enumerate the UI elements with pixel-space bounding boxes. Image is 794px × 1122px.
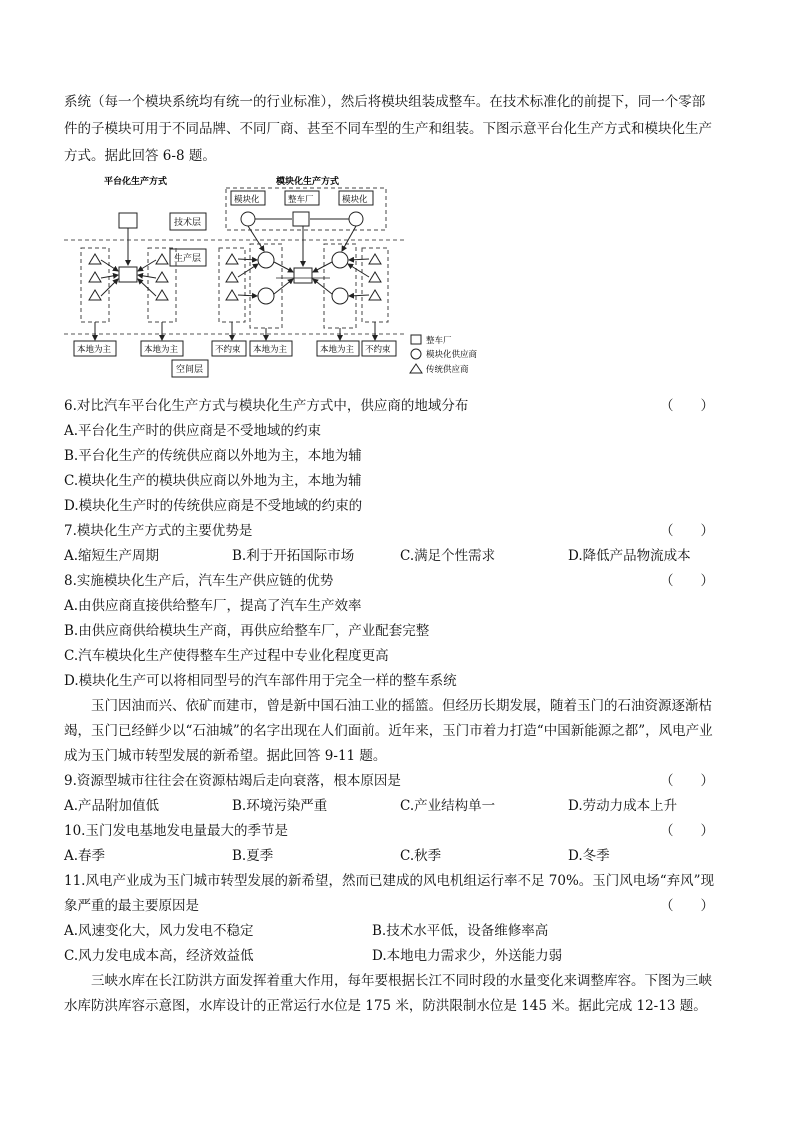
- q7-option-c[interactable]: C.满足个性需求: [400, 548, 496, 564]
- q9-option-c[interactable]: C.产业结构单一: [400, 798, 496, 814]
- intro-line-3: 方式。据此回答 6-8 题。: [64, 148, 216, 164]
- passage3-line-1: 三峡水库在长江防洪方面发挥着重大作用，每年要根据长江不同时段的水量变化来调整库容。下图为三峡: [91, 973, 712, 989]
- q11-option-b[interactable]: B.技术水平低，设备维修率高: [372, 923, 549, 939]
- q9-answer-paren[interactable]: （ ）: [660, 773, 714, 789]
- q6-answer-paren[interactable]: （ ）: [660, 398, 714, 414]
- q10-option-d[interactable]: D.冬季: [568, 848, 610, 864]
- q8-option-b[interactable]: B.由供应商供给模块生产商，再供应给整车厂，产业配套完整: [64, 623, 430, 639]
- q6-option-c[interactable]: C.模块化生产的模块供应商以外地为主，本地为辅: [64, 473, 362, 489]
- fig-modular-2: 模块化: [342, 195, 368, 205]
- q7-option-b[interactable]: B.利于开拓国际市场: [232, 548, 355, 564]
- q11-option-c[interactable]: C.风力发电成本高，经济效益低: [64, 948, 254, 964]
- fig-free-1: 不约束: [215, 345, 241, 355]
- legend-factory: 整车厂: [426, 336, 452, 346]
- q9-option-b[interactable]: B.环境污染严重: [232, 798, 328, 814]
- intro-line-1: 系统（每一个模块系统均有统一的行业标准），然后将模块组装成整车。在技术标准化的前提下，同一个零部: [64, 94, 706, 110]
- q7-stem: 7.模块化生产方式的主要优势是: [64, 523, 253, 539]
- q6-stem: 6.对比汽车平台化生产方式与模块化生产方式中，供应商的地域分布: [64, 398, 469, 414]
- q7-answer-paren[interactable]: （ ）: [660, 523, 714, 539]
- q6-option-a[interactable]: A.平台化生产时的供应商是不受地域的约束: [64, 423, 322, 439]
- q6-option-b[interactable]: B.平台化生产的传统供应商以外地为主，本地为辅: [64, 448, 362, 464]
- q8-stem: 8.实施模块化生产后，汽车生产供应链的优势: [64, 573, 334, 589]
- fig-space-layer: 空间层: [176, 365, 204, 375]
- fig-title-left: 平台化生产方式: [104, 177, 168, 187]
- q11-stem-line-1: 11.风电产业成为玉门城市转型发展的新希望，然而已建成的风电机组运行率不足 70%。玉门风电场“弃风”现: [64, 873, 715, 889]
- q8-option-c[interactable]: C.汽车模块化生产使得整车生产过程中专业化程度更高: [64, 648, 389, 664]
- fig-tech-layer: 技术层: [174, 218, 202, 228]
- passage3-line-2: 水库防洪库容示意图，水库设计的正常运行水位是 175 米，防洪限制水位是 145 米。据此完成 12-13 题。: [64, 998, 707, 1014]
- q10-option-c[interactable]: C.秋季: [400, 848, 442, 864]
- q9-option-a[interactable]: A.产品附加值低: [64, 798, 160, 814]
- fig-prod-layer: 生产层: [174, 254, 202, 264]
- passage2-line-1: 玉门因油而兴、依矿而建市，曾是新中国石油工业的摇篮。但经历长期发展，随着玉门的石油资源逐渐枯: [91, 698, 712, 714]
- q7-option-a[interactable]: A.缩短生产周期: [64, 548, 160, 564]
- passage2-line-2: 竭，玉门已经鲜少以“石油城”的名字出现在人们面前。近年来，玉门市着力打造“中国新能源之都”，风电产业: [64, 723, 713, 739]
- passage2-line-3: 成为玉门城市转型发展的新希望。据此回答 9-11 题。: [64, 748, 387, 764]
- q8-option-a[interactable]: A.由供应商直接供给整车厂，提高了汽车生产效率: [64, 598, 362, 614]
- fig-factory: 整车厂: [288, 195, 314, 205]
- fig-title-right: 模块化生产方式: [276, 177, 340, 187]
- q9-stem: 9.资源型城市往往会在资源枯竭后走向衰落，根本原因是: [64, 773, 401, 789]
- legend-traditional: 传统供应商: [426, 365, 469, 375]
- fig-free-2: 不约束: [365, 345, 391, 355]
- production-mode-diagram: [64, 168, 514, 380]
- fig-local-4: 本地为主: [320, 345, 355, 355]
- q10-option-b[interactable]: B.夏季: [232, 848, 274, 864]
- q10-option-a[interactable]: A.春季: [64, 848, 106, 864]
- legend-modular: 模块化供应商: [426, 350, 478, 360]
- fig-local-3: 本地为主: [253, 345, 288, 355]
- q9-option-d[interactable]: D.劳动力成本上升: [568, 798, 678, 814]
- q11-option-d[interactable]: D.本地电力需求少，外送能力弱: [372, 948, 563, 964]
- q11-option-a[interactable]: A.风速变化大，风力发电不稳定: [64, 923, 254, 939]
- q6-option-d[interactable]: D.模块化生产时的传统供应商是不受地域的约束的: [64, 498, 363, 514]
- fig-modular-1: 模块化: [234, 195, 260, 205]
- q11-answer-paren[interactable]: （ ）: [660, 898, 714, 914]
- fig-local-1: 本地为主: [77, 345, 112, 355]
- intro-line-2: 件的子模块可用于不同品牌、不同厂商、甚至不同车型的生产和组装。下图示意平台化生产方式和模块化生产: [64, 121, 712, 137]
- q11-stem-line-2: 象严重的最主要原因是: [64, 898, 199, 914]
- q7-option-d[interactable]: D.降低产品物流成本: [568, 548, 691, 564]
- q8-answer-paren[interactable]: （ ）: [660, 573, 714, 589]
- q10-answer-paren[interactable]: （ ）: [660, 823, 714, 839]
- q8-option-d[interactable]: D.模块化生产可以将相同型号的汽车部件用于完全一样的整车系统: [64, 673, 457, 689]
- q10-stem: 10.玉门发电基地发电量最大的季节是: [64, 823, 288, 839]
- fig-local-2: 本地为主: [144, 345, 179, 355]
